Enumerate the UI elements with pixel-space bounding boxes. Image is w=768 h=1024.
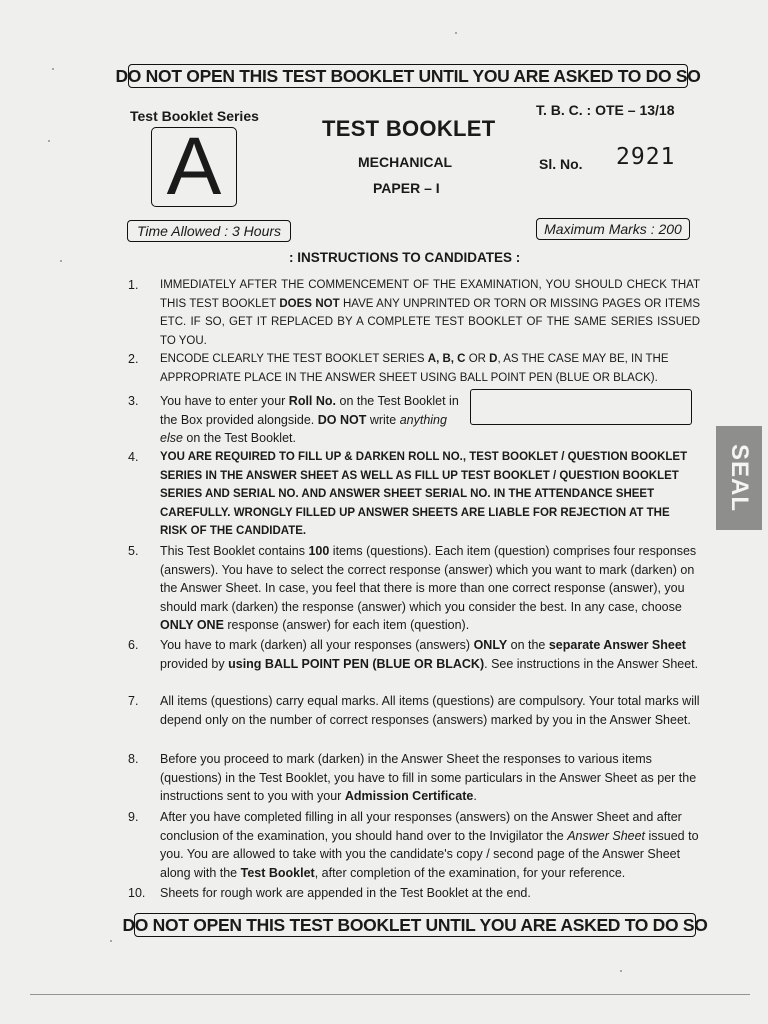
- page-edge-line: [30, 994, 750, 995]
- instruction-text: provided by: [160, 656, 229, 671]
- seal-label: SEAL: [726, 443, 754, 513]
- instruction-text: on the Test Booklet.: [182, 431, 296, 446]
- series-label: Test Booklet Series: [130, 108, 259, 124]
- instruction-number: 8.: [128, 752, 139, 766]
- instruction-text: .: [473, 789, 477, 804]
- serial-number-value: 2921: [616, 144, 676, 170]
- paper-number: PAPER – I: [373, 180, 440, 196]
- scan-speck: [455, 32, 457, 34]
- instruction-number: 4.: [128, 450, 139, 464]
- instructions-heading: : INSTRUCTIONS TO CANDIDATES :: [289, 250, 521, 265]
- instruction-emphasis: ONLY: [473, 638, 508, 652]
- instruction-text: IMMEDIATELY AFTER THE COMMENCEMENT OF THE EXAMINATION, YOU SHOULD CHECK THAT THIS TEST BOOKLET: [160, 279, 700, 310]
- instruction-emphasis: Roll No.: [288, 394, 337, 408]
- instruction-number: 2.: [128, 352, 139, 366]
- maximum-marks: Maximum Marks : 200: [536, 218, 690, 240]
- warning-banner-bottom: DO NOT OPEN THIS TEST BOOKLET UNTIL YOU ARE ASKED TO DO SO: [134, 913, 696, 937]
- instruction-text: write: [366, 412, 400, 427]
- scan-speck: [52, 68, 54, 70]
- instruction-emphasis: using BALL POINT PEN (BLUE OR BLACK): [228, 656, 485, 671]
- instruction-number: 7.: [128, 694, 139, 708]
- time-allowed: Time Allowed : 3 Hours: [127, 220, 291, 242]
- tbc-code: T. B. C. : OTE – 13/18: [536, 102, 675, 118]
- instruction-text: , after completion of the examination, for your reference.: [314, 865, 626, 880]
- instruction-text: This Test Booklet contains: [160, 544, 309, 558]
- instruction-number: 1.: [128, 278, 139, 292]
- instruction-text: Sheets for rough work are appended in the Test Booklet at the end.: [160, 886, 531, 900]
- instruction-text: issued to you. You are allowed to take with you the candidate's copy / second page of the Answer Sheet along with the: [160, 828, 699, 880]
- scan-speck: [60, 260, 62, 262]
- instruction-text: on the Test Booklet in the Box provided alongside.: [160, 394, 459, 427]
- seal-tab: [716, 426, 762, 530]
- instruction-number: 10.: [128, 886, 146, 900]
- serial-number-label: Sl. No.: [539, 156, 583, 172]
- instruction-emphasis: anything else: [160, 412, 447, 446]
- instruction-emphasis: separate Answer Sheet: [548, 638, 686, 652]
- instruction-text: YOU ARE REQUIRED TO FILL UP & DARKEN ROLL NO., TEST BOOKLET / QUESTION BOOKLET SERIES IN THE ANSWER SHEET AS WELL AS FILL UP TEST BOOKLET / QUESTION BOOKLET SERIES AND SERIAL NO. AND ANSWER SHEET SERIAL NO. IN THE ATTENDANCE SHEET CAREFULLY. WRONGLY FILLED UP ANSWER SHEETS ARE LIABLE FOR REJECTION AT THE RISK OF THE CANDIDATE.: [160, 451, 688, 538]
- instruction-text: , AS THE CASE MAY BE, IN THE APPROPRIATE PLACE IN THE ANSWER SHEET USING BALL POINT PEN (BLUE OR BLACK).: [160, 353, 669, 384]
- instruction-emphasis: Answer Sheet: [567, 828, 646, 843]
- instruction-emphasis: A, B, C: [427, 353, 466, 365]
- instruction-emphasis: Admission Certificate: [344, 789, 474, 804]
- instruction-emphasis: D: [489, 353, 498, 365]
- scan-speck: [110, 940, 112, 942]
- instruction-text: HAVE ANY UNPRINTED OR TORN OR MISSING PAGES OR ITEMS ETC. IF SO, GET IT REPLACED BY A COMPLETE TEST BOOKLET OF THE SAME SERIES ISSUED TO YOU.: [160, 297, 700, 347]
- instruction-number: 3.: [128, 394, 139, 408]
- subject-name: MECHANICAL: [358, 154, 453, 170]
- scan-speck: [48, 140, 50, 142]
- instruction-emphasis: DOES NOT: [279, 297, 340, 310]
- instruction-number: 9.: [128, 810, 139, 824]
- instruction-text: Before you proceed to mark (darken) in the Answer Sheet the responses to various items (questions) in the Test Booklet, you have to fill in some particulars in the Answer Sheet as per the instructions sent to you with your: [160, 752, 697, 804]
- instruction-number: 5.: [128, 544, 139, 558]
- instruction-text: You have to mark (darken) all your responses (answers): [160, 638, 474, 652]
- instruction-emphasis: DO NOT: [317, 412, 367, 427]
- instruction-text: . See instructions in the Answer Sheet.: [484, 656, 699, 671]
- instruction-emphasis: Test Booklet: [240, 865, 315, 880]
- instruction-text: items (questions). Each item (question) comprises four responses (answers). You have to select the correct response (answer) which you want to mark (darken) on the Answer Sheet. In case, you feel that there is more than one correct response (answer), you should mark (darken) the response (answer) which you consider the best. In any case, choose: [160, 544, 697, 614]
- instruction-text: You have to enter your: [160, 394, 289, 408]
- roll-number-box[interactable]: [470, 389, 692, 425]
- instruction-number: 6.: [128, 638, 139, 652]
- instruction-text: ENCODE CLEARLY THE TEST BOOKLET SERIES: [160, 353, 428, 365]
- instruction-text: response (answer) for each item (question).: [223, 618, 470, 633]
- series-letter-box: A: [151, 127, 237, 207]
- scan-speck: [620, 970, 622, 972]
- warning-banner-top: DO NOT OPEN THIS TEST BOOKLET UNTIL YOU ARE ASKED TO DO SO: [128, 64, 688, 88]
- instruction-emphasis: 100: [308, 544, 330, 558]
- instruction-text: OR: [465, 353, 490, 365]
- instruction-emphasis: ONLY ONE: [160, 618, 224, 633]
- instruction-text: All items (questions) carry equal marks. All items (questions) are compulsory. Your total marks will depend only on the number of correct responses (answers) marked by you in the Answer Sheet.: [160, 694, 700, 727]
- page-title: TEST BOOKLET: [322, 116, 496, 141]
- instruction-text: After you have completed filling in all your responses (answers) on the Answer Sheet and after conclusion of the examination, you should hand over to the Invigilator the: [160, 810, 682, 843]
- instruction-text: on the: [507, 638, 549, 652]
